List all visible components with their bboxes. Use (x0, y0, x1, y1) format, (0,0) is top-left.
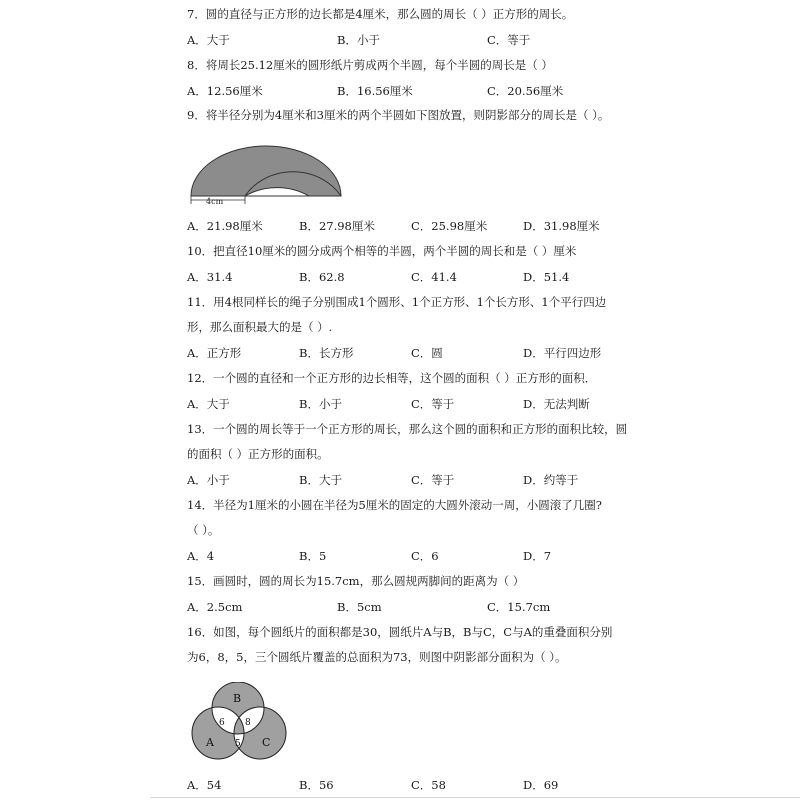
question-13-option-d: D．约等于 (523, 473, 579, 487)
question-10-option-d: D．51.4 (523, 270, 570, 284)
question-12-option-a: A．大于 (187, 397, 230, 411)
question-10-option-c: C．41.4 (411, 270, 457, 284)
label-a: A (206, 736, 214, 749)
question-9-option-b: B．27.98厘米 (299, 219, 375, 233)
semicircles-figure (188, 140, 348, 208)
question-13-stem-line-2: 的面积（ ）正方形的面积。 (187, 447, 329, 461)
question-15-option-b: B．5cm (337, 600, 382, 614)
question-8-option-a: A．12.56厘米 (187, 84, 263, 98)
question-13-option-c: C．等于 (411, 473, 455, 487)
dimension-label: 4cm (206, 197, 224, 206)
question-7-option-b: B．小于 (337, 33, 380, 47)
question-11-option-d: D．平行四边形 (523, 346, 602, 360)
question-8-option-b: B．16.56厘米 (337, 84, 413, 98)
bottom-divider (150, 797, 800, 798)
question-14-stem-line-1: 14．半径为1厘米的小圆在半径为5厘米的固定的大圆外滚动一周，小圆滚了几圈? (187, 498, 602, 512)
label-ab: 6 (219, 718, 225, 728)
question-11-stem-line-2: 形，那么面积最大的是（ ）. (187, 320, 333, 334)
question-8-stem: 8．将周长25.12厘米的圆形纸片剪成两个半圆，每个半圆的周长是（ ） (187, 58, 553, 72)
question-9-stem: 9．将半径分别为4厘米和3厘米的两个半圆如下图放置，则阴影部分的周长是（ ）。 (187, 108, 610, 122)
question-10-option-b: B．62.8 (299, 270, 345, 284)
question-13-option-a: A．小于 (187, 473, 230, 487)
question-13-stem-line-1: 13．一个圆的周长等于一个正方形的周长，那么这个圆的面积和正方形的面积比较，圆 (187, 422, 628, 436)
question-7-option-c: C．等于 (487, 33, 531, 47)
question-11-option-b: B．长方形 (299, 346, 354, 360)
question-15-option-a: A．2.5cm (187, 600, 243, 614)
question-7-stem: 7．圆的直径与正方形的边长都是4厘米，那么圆的周长（ ）正方形的周长。 (187, 7, 574, 21)
label-ca: 5 (235, 739, 241, 749)
question-16-option-d: D．69 (523, 778, 559, 792)
label-b: B (233, 692, 242, 705)
question-16-stem-line-1: 16．如图，每个圆纸片的面积都是30，圆纸片A与B，B与C，C与A的重叠面积分别 (187, 625, 613, 639)
question-12-option-d: D．无法判断 (523, 397, 590, 411)
label-bc: 8 (245, 718, 251, 728)
question-16-option-c: C．58 (411, 778, 446, 792)
question-16-option-b: B．56 (299, 778, 334, 792)
question-14-option-d: D．7 (523, 549, 552, 563)
question-11-option-a: A．正方形 (187, 346, 242, 360)
question-10-option-a: A．31.4 (187, 270, 233, 284)
question-10-stem: 10．把直径10厘米的圆分成两个相等的半圆，两个半圆的周长和是（ ）厘米 (187, 244, 577, 258)
question-15-option-c: C．15.7cm (487, 600, 551, 614)
question-14-stem-line-2: （ ）。 (187, 523, 220, 537)
question-14-option-c: C．6 (411, 549, 439, 563)
venn-diagram (188, 682, 292, 762)
question-9-option-d: D．31.98厘米 (523, 219, 600, 233)
question-12-stem: 12．一个圆的直径和一个正方形的边长相等，这个圆的面积（ ）正方形的面积． (187, 371, 597, 385)
question-14-option-a: A．4 (187, 549, 215, 563)
question-9-option-c: C．25.98厘米 (411, 219, 488, 233)
label-c: C (262, 736, 271, 749)
question-14-option-b: B．5 (299, 549, 327, 563)
question-12-option-b: B．小于 (299, 397, 342, 411)
question-9-option-a: A．21.98厘米 (187, 219, 263, 233)
question-16-option-a: A．54 (187, 778, 222, 792)
question-12-option-c: C．等于 (411, 397, 455, 411)
question-11-option-c: C．圆 (411, 346, 443, 360)
question-11-stem-line-1: 11．用4根同样长的绳子分别围成1个圆形、1个正方形、1个长方形、1个平行四边 (187, 295, 607, 309)
question-8-option-c: C．20.56厘米 (487, 84, 564, 98)
question-15-stem: 15．画圆时，圆的周长为15.7cm，那么圆规两脚间的距离为（ ） (187, 574, 525, 588)
question-16-stem-line-2: 为6，8，5，三个圆纸片覆盖的总面积为73，则图中阴影部分面积为（ ）。 (187, 650, 567, 664)
question-13-option-b: B．大于 (299, 473, 342, 487)
question-7-option-a: A．大于 (187, 33, 230, 47)
